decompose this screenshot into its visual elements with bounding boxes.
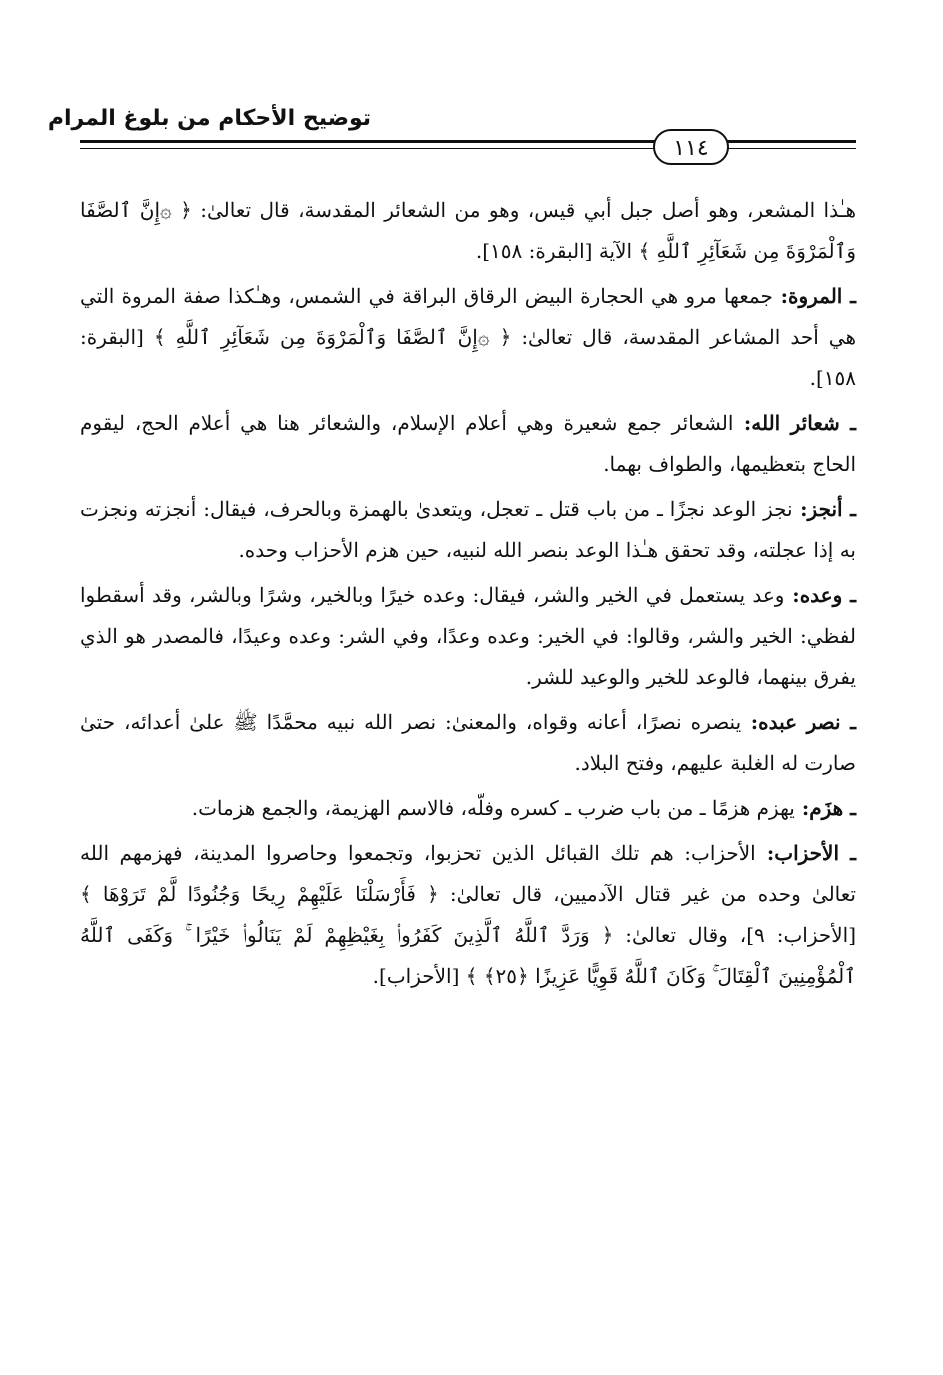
entry-term: ـ وعده: — [784, 583, 856, 607]
entry-term: ـ هزَم: — [794, 796, 856, 820]
header-rule-thin — [80, 148, 856, 149]
page-body — [80, 190, 856, 1001]
entry-text: هـٰذا المشعر، وهو أصل جبل أبي قيس، وهو من الشعائر المقدسة، قال تعالىٰ: ﴿ ۞إِنَّ ٱلصَّفَا وَٱلْمَرْوَةَ مِن شَعَآئِرِ ٱللَّهِ ﴾ الآية [البقرة: ١٥٨]. — [80, 198, 856, 263]
entry-shaair — [80, 403, 856, 485]
entry-term: ـ المروة: — [772, 284, 856, 308]
running-header-title: توضيح الأحكام من بلوغ المرام — [47, 106, 371, 131]
entry-marwa — [80, 276, 856, 399]
entry-text: الشعائر جمع شعيرة وهي أعلام الإسلام، والشعائر هنا هي أعلام الحج، ليقوم الحاج بتعظيمها، والطواف بهما. — [80, 411, 856, 476]
entry-waadahu — [80, 575, 856, 698]
entry-text: نجز الوعد نجزًا ـ من باب قتل ـ تعجل، ويتعدىٰ بالهمزة وبالحرف، فيقال: أنجزته ونجزت به إذا عجلته، وقد تحقق هـٰذا الوعد بنصر الله لنبيه، حين هزم الأحزاب وحده. — [80, 497, 856, 562]
entry-term: ـ أنجز: — [792, 497, 856, 521]
entry-nasr-abdahu — [80, 702, 856, 784]
header-rule-thick — [80, 140, 856, 143]
entry-term: ـ الأحزاب: — [755, 841, 856, 865]
entry-ahzab — [80, 833, 856, 997]
entry-text: يهزم هزمًا ـ من باب ضرب ـ كسره وفلّه، فالاسم الهزيمة، والجمع هزمات. — [191, 796, 795, 820]
paragraph-intro — [80, 190, 856, 272]
entry-anjaz — [80, 489, 856, 571]
page-number: ١١٤ — [653, 129, 729, 165]
entry-text: ينصره نصرًا، أعانه وقواه، والمعنىٰ: نصر الله نبيه محمَّدًا ﷺ علىٰ أعدائه، حتىٰ صارت له الغلبة عليهم، وفتح البلاد. — [80, 710, 856, 775]
entry-hazam — [80, 788, 856, 829]
entry-text: الأحزاب: هم تلك القبائل الذين تحزبوا، وتجمعوا وحاصروا المدينة، فهزمهم الله تعالىٰ وحده من غير قتال الآدميين، قال تعالىٰ: ﴿ فَأَرْسَلْنَا عَلَيْهِمْ رِيحًا وَجُنُودًا لَّمْ تَرَوْهَا ﴾ [الأحزاب: ٩]، وقال تعالىٰ: ﴿ وَرَدَّ ٱللَّهُ ٱلَّذِينَ كَفَرُوا۟ بِغَيْظِهِمْ لَمْ يَنَالُوا۟ خَيْرًا ۚ وَكَفَى ٱللَّهُ ٱلْمُؤْمِنِينَ ٱلْقِتَالَ ۚ وَكَانَ ٱللَّهُ قَوِيًّا عَزِيزًا ﴿٢٥﴾ ﴾ [الأحزاب]. — [80, 841, 856, 988]
entry-term: ـ نصر عبده: — [741, 710, 856, 734]
entry-term: ـ شعائر الله: — [733, 411, 856, 435]
entry-text: وعد يستعمل في الخير والشر، فيقال: وعده خيرًا وبالخير، وشرًا وبالشر، وقد أسقطوا لفظي: الخير والشر، وقالوا: في الخير: وعده وعدًا، وفي الشر: وعده وعيدًا، فالمصدر هو الذي يفرق بينهما، فالوعد للخير والوعيد للشر. — [80, 583, 856, 689]
entry-text: جمعها مرو هي الحجارة البيض الرقاق البراقة في الشمس، وهـٰكذا صفة المروة التي هي أحد المشاعر المقدسة، قال تعالىٰ: ﴿ ۞إِنَّ ٱلصَّفَا وَٱلْمَرْوَةَ مِن شَعَآئِرِ ٱللَّهِ ﴾ [البقرة: ١٥٨]. — [80, 284, 856, 390]
